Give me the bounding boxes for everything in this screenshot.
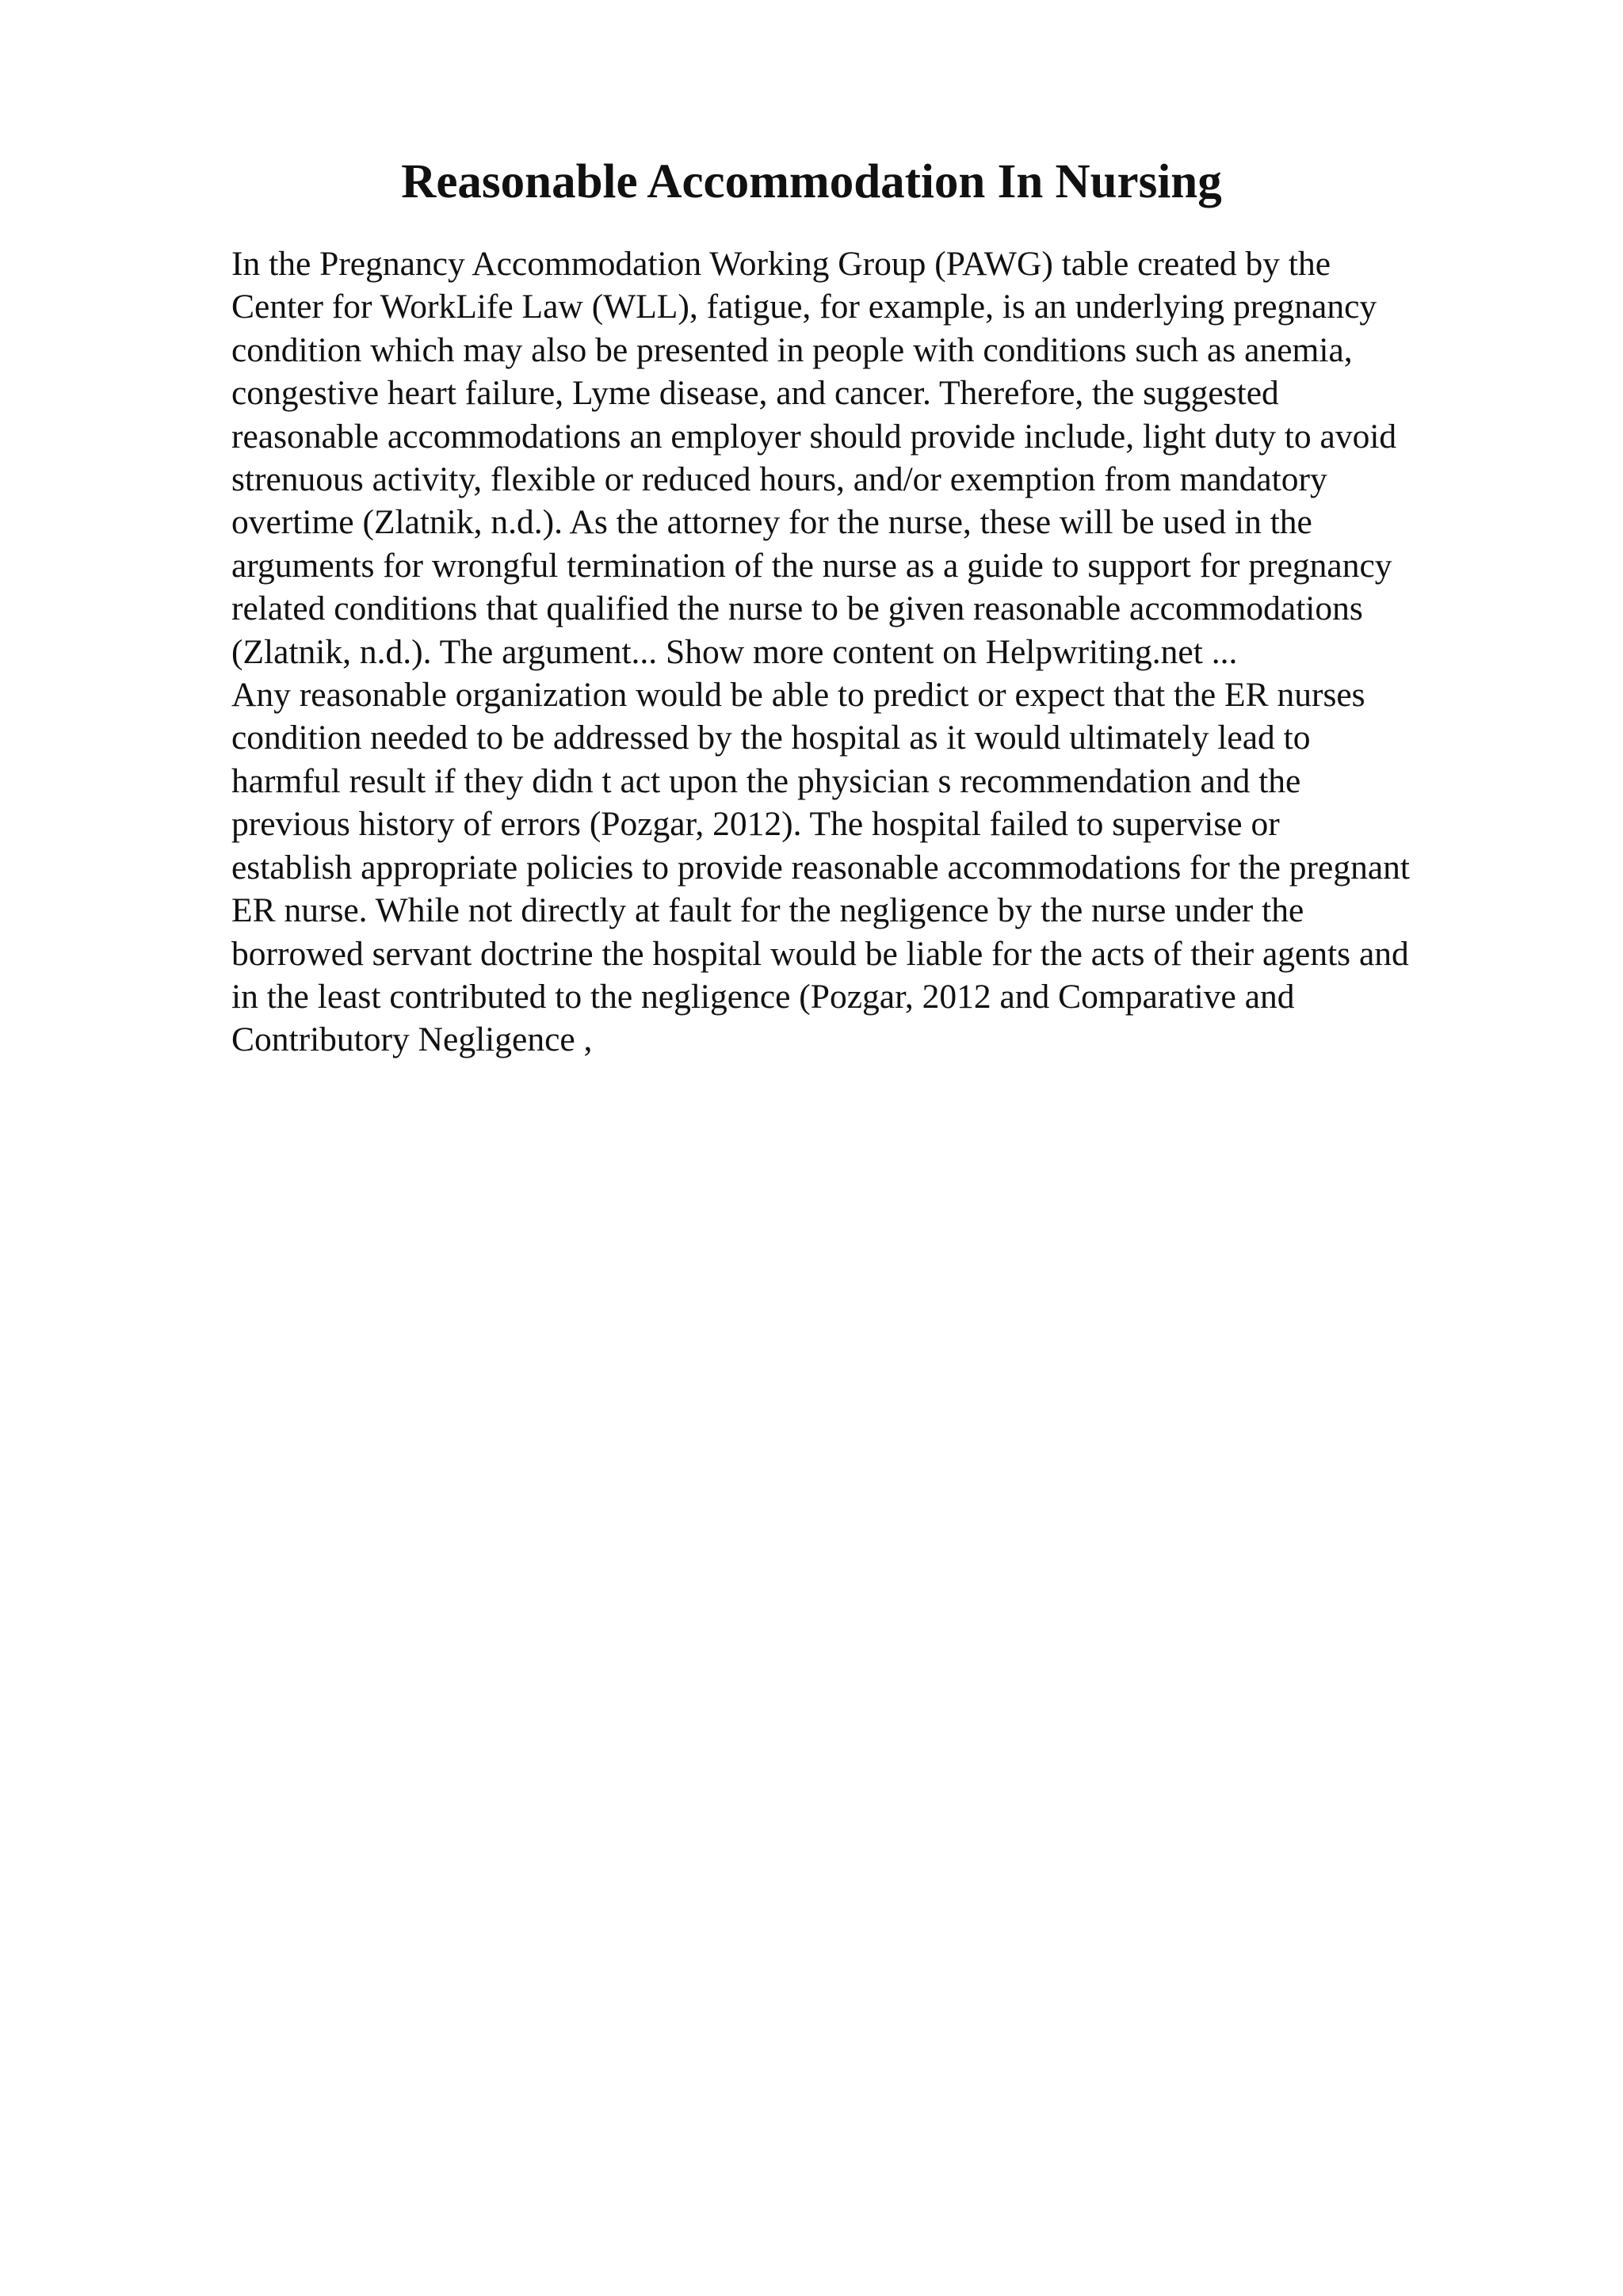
body-line: related conditions that qualified the nurse to be given reasonable accommodations: [231, 589, 1363, 628]
document-body: [231, 242, 1507, 1062]
body-line: In the Pregnancy Accommodation Working Group (PAWG) table created by the: [231, 245, 1331, 283]
body-line: Contributory Negligence ,: [231, 1020, 593, 1059]
body-line: condition which may also be presented in people with conditions such as anemia,: [231, 330, 1353, 369]
body-line: harmful result if they didn t act upon the physician s recommendation and the: [231, 761, 1301, 800]
body-line: (Zlatnik, n.d.). The argument... Show more content on Helpwriting.net ...: [231, 632, 1238, 671]
body-line: borrowed servant doctrine the hospital would be liable for the acts of their agents and: [231, 934, 1409, 973]
body-line: establish appropriate policies to provide reasonable accommodations for the pregnant: [231, 848, 1410, 887]
body-line: reasonable accommodations an employer should provide include, light duty to avoid: [231, 417, 1397, 456]
body-line: Any reasonable organization would be able to predict or expect that the ER nurses: [231, 676, 1365, 715]
body-line: Center for WorkLife Law (WLL), fatigue, for example, is an underlying pregnancy: [231, 288, 1377, 326]
body-line: condition needed to be addressed by the hospital as it would ultimately lead to: [231, 719, 1311, 757]
body-line: strenuous activity, flexible or reduced hours, and/or exemption from mandatory: [231, 460, 1327, 499]
body-line: previous history of errors (Pozgar, 2012). The hospital failed to supervise or: [231, 805, 1280, 844]
document-title: Reasonable Accommodation In Nursing: [401, 155, 1222, 208]
body-line: congestive heart failure, Lyme disease, and cancer. Therefore, the suggested: [231, 374, 1279, 413]
body-line: arguments for wrongful termination of the nurse as a guide to support for pregnancy: [231, 546, 1392, 585]
body-line: overtime (Zlatnik, n.d.). As the attorney for the nurse, these will be used in the: [231, 503, 1312, 542]
body-line: ER nurse. While not directly at fault for the negligence by the nurse under the: [231, 891, 1304, 930]
body-line: in the least contributed to the negligence (Pozgar, 2012 and Comparative and: [231, 977, 1295, 1016]
